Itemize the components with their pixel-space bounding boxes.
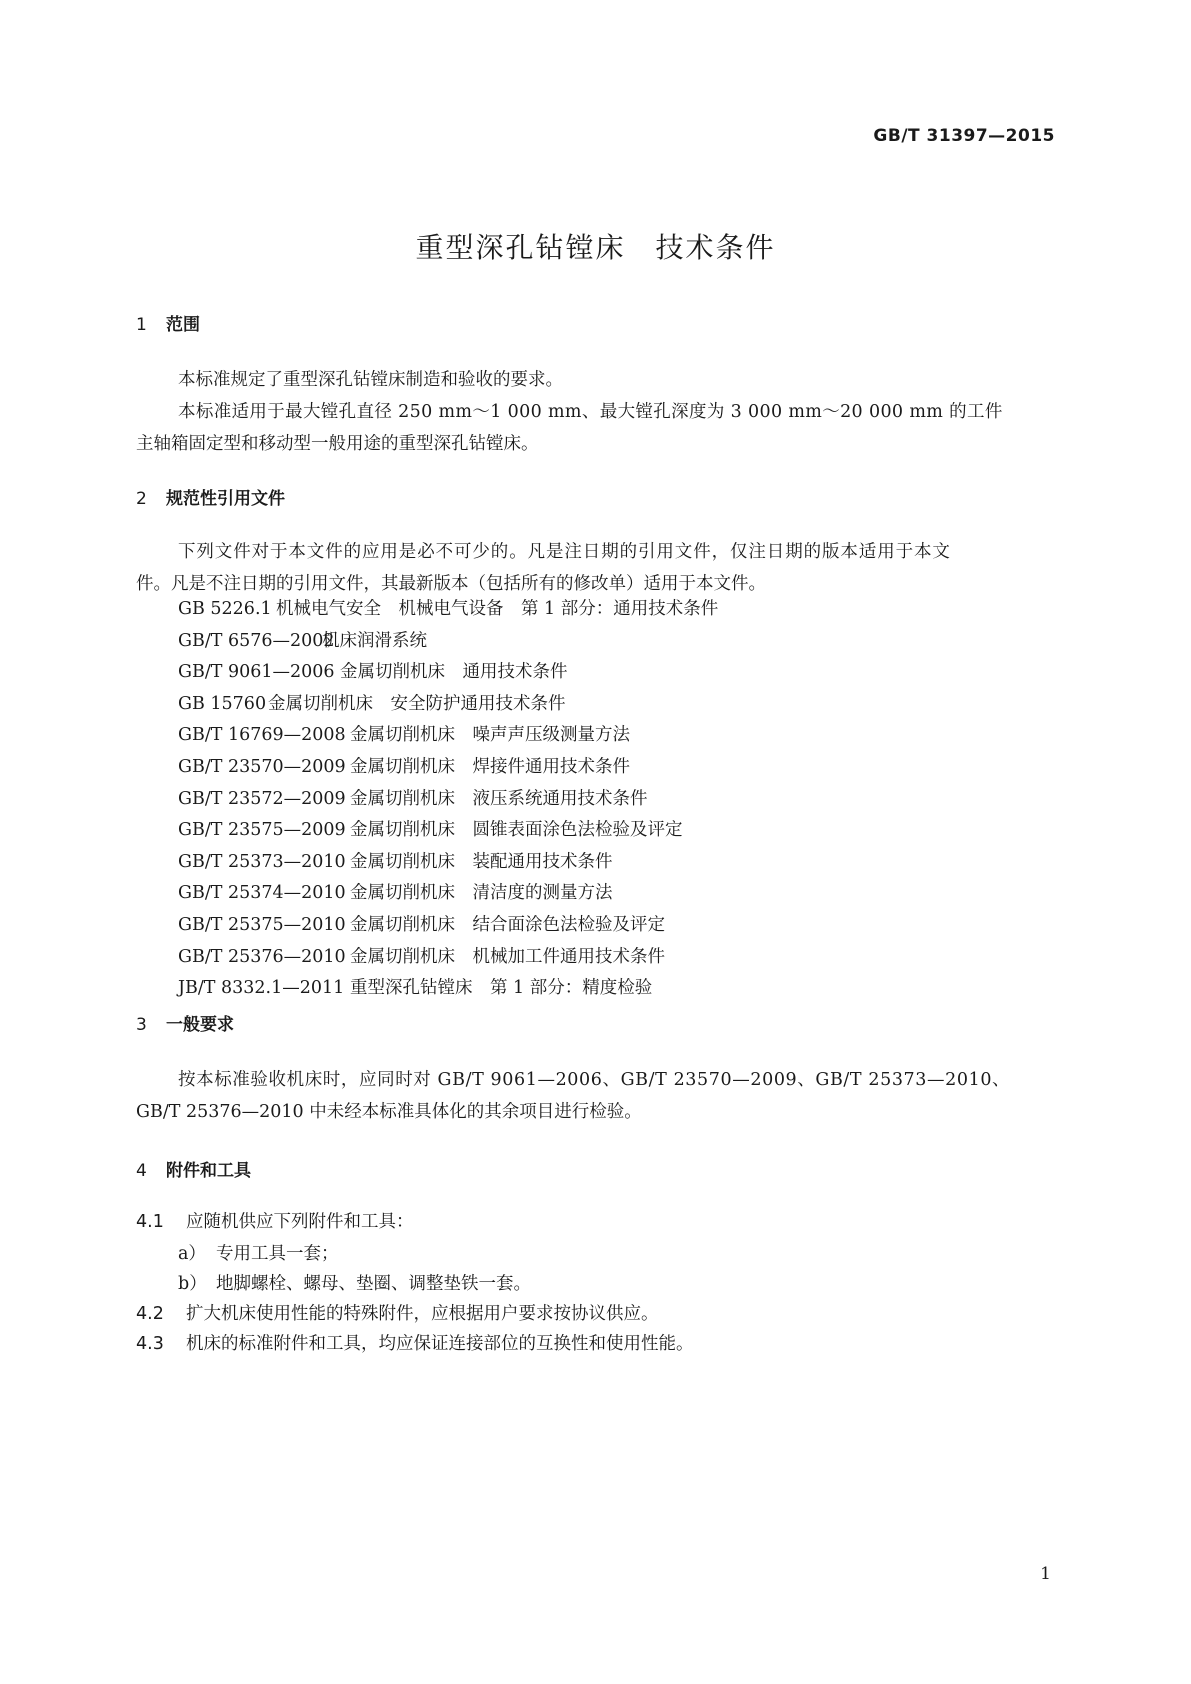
standard-number: GB/T 31397—2015 bbox=[873, 126, 1055, 146]
ref-title: 重型深孔钻镗床 第 1 部分：精度检验 bbox=[350, 978, 653, 999]
ref-code: GB/T 23575—2009 bbox=[178, 820, 346, 841]
clause-number: 4.1 bbox=[136, 1212, 164, 1232]
section-title: 范围 bbox=[166, 315, 200, 335]
page-number: 1 bbox=[1040, 1564, 1051, 1584]
list-item bbox=[178, 752, 718, 784]
section-heading-normative-references bbox=[136, 484, 285, 509]
list-item bbox=[178, 594, 718, 626]
ref-title: 金属切削机床 安全防护通用技术条件 bbox=[268, 693, 566, 714]
ref-title: 金属切削机床 噪声声压级测量方法 bbox=[350, 725, 630, 746]
ref-code: GB 15760 bbox=[178, 693, 267, 714]
clause-4-2 bbox=[136, 1298, 659, 1330]
list-item bbox=[178, 973, 718, 1005]
list-item bbox=[178, 815, 718, 847]
clause-text: 机床的标准附件和工具，均应保证连接部位的互换性和使用性能。 bbox=[186, 1334, 694, 1354]
section-title: 规范性引用文件 bbox=[166, 489, 285, 509]
list-item bbox=[178, 784, 718, 816]
normative-intro-line2: 件。凡是不注日期的引用文件，其最新版本（包括所有的修改单）适用于本文件。 bbox=[136, 574, 766, 594]
section-heading-general-requirements bbox=[136, 1010, 234, 1035]
ref-code: GB/T 23570—2009 bbox=[178, 756, 346, 777]
ref-code: GB/T 9061—2006 bbox=[178, 662, 335, 683]
ref-code: GB/T 25376—2010 bbox=[178, 946, 346, 967]
section-number: 4 bbox=[136, 1161, 147, 1181]
list-item-b bbox=[178, 1268, 531, 1300]
clause-4-1 bbox=[136, 1206, 414, 1238]
section-number: 1 bbox=[136, 315, 147, 335]
list-item bbox=[178, 942, 718, 974]
item-label: b） bbox=[178, 1274, 207, 1294]
ref-title: 金属切削机床 圆锥表面涂色法检验及评定 bbox=[350, 820, 683, 841]
general-requirements-paragraph bbox=[136, 1064, 1055, 1128]
list-item bbox=[178, 720, 718, 752]
list-item bbox=[178, 847, 718, 879]
ref-code: GB/T 6576—2002 bbox=[178, 630, 335, 651]
clause-number: 4.3 bbox=[136, 1334, 164, 1354]
ref-title: 金属切削机床 焊接件通用技术条件 bbox=[350, 756, 630, 777]
clause-text: 应随机供应下列附件和工具： bbox=[186, 1212, 414, 1232]
list-item bbox=[178, 626, 718, 658]
ref-title: 金属切削机床 装配通用技术条件 bbox=[350, 851, 613, 872]
ref-title: 金属切削机床 结合面涂色法检验及评定 bbox=[350, 914, 665, 935]
scope-p2-line2: 主轴箱固定型和移动型一般用途的重型深孔钻镗床。 bbox=[136, 434, 539, 454]
section-title: 附件和工具 bbox=[166, 1161, 251, 1181]
section-title: 一般要求 bbox=[166, 1015, 234, 1035]
ref-code: GB/T 16769—2008 bbox=[178, 725, 346, 746]
item-text: 专用工具一套； bbox=[216, 1244, 339, 1264]
scope-p2-line1: 本标准适用于最大镗孔直径 250 mm～1 000 mm、最大镗孔深度为 3 000 mm～20 000 mm 的工件 bbox=[178, 402, 1003, 422]
ref-title: 金属切削机床 机械加工件通用技术条件 bbox=[350, 946, 665, 967]
list-item-a bbox=[178, 1238, 339, 1270]
list-item bbox=[178, 910, 718, 942]
section-heading-accessories-tools bbox=[136, 1156, 251, 1181]
ref-title: 金属切削机床 液压系统通用技术条件 bbox=[350, 788, 648, 809]
ref-title: 金属切削机床 清洁度的测量方法 bbox=[350, 883, 613, 904]
reference-list bbox=[178, 594, 718, 1005]
item-text: 地脚螺栓、螺母、垫圈、调整垫铁一套。 bbox=[216, 1274, 531, 1294]
item-label: a） bbox=[178, 1244, 206, 1264]
ref-code: GB/T 25374—2010 bbox=[178, 883, 346, 904]
document-title: 重型深孔钻镗床 技术条件 bbox=[415, 231, 776, 264]
ref-code: GB/T 23572—2009 bbox=[178, 788, 346, 809]
section-heading-scope bbox=[136, 310, 200, 335]
ref-title: 机床润滑系统 bbox=[322, 630, 427, 651]
general-line2: GB/T 25376—2010 中未经本标准具体化的其余项目进行检验。 bbox=[136, 1102, 642, 1122]
clause-4-3 bbox=[136, 1328, 694, 1360]
general-line1: 按本标准验收机床时，应同时对 GB/T 9061—2006、GB/T 23570—2009、GB/T 25373—2010、 bbox=[178, 1070, 1011, 1090]
scope-p1: 本标准规定了重型深孔钻镗床制造和验收的要求。 bbox=[178, 370, 563, 390]
ref-title: 机械电气安全 机械电气设备 第 1 部分：通用技术条件 bbox=[276, 599, 719, 619]
ref-code: GB/T 25375—2010 bbox=[178, 914, 346, 935]
list-item bbox=[178, 878, 718, 910]
ref-code: GB 5226.1 bbox=[178, 599, 272, 619]
section-number: 2 bbox=[136, 489, 147, 509]
ref-code: GB/T 25373—2010 bbox=[178, 851, 346, 872]
normative-intro-line1: 下列文件对于本文件的应用是必不可少的。凡是注日期的引用文件，仅注日期的版本适用于本文 bbox=[178, 542, 951, 562]
ref-code: JB/T 8332.1—2011 bbox=[178, 978, 345, 999]
clause-text: 扩大机床使用性能的特殊附件，应根据用户要求按协议供应。 bbox=[186, 1304, 659, 1324]
scope-paragraphs bbox=[136, 364, 1055, 460]
list-item bbox=[178, 689, 718, 721]
clause-number: 4.2 bbox=[136, 1304, 164, 1324]
normative-intro bbox=[136, 536, 1055, 600]
list-item bbox=[178, 657, 718, 689]
section-number: 3 bbox=[136, 1015, 147, 1035]
ref-title: 金属切削机床 通用技术条件 bbox=[340, 662, 568, 683]
